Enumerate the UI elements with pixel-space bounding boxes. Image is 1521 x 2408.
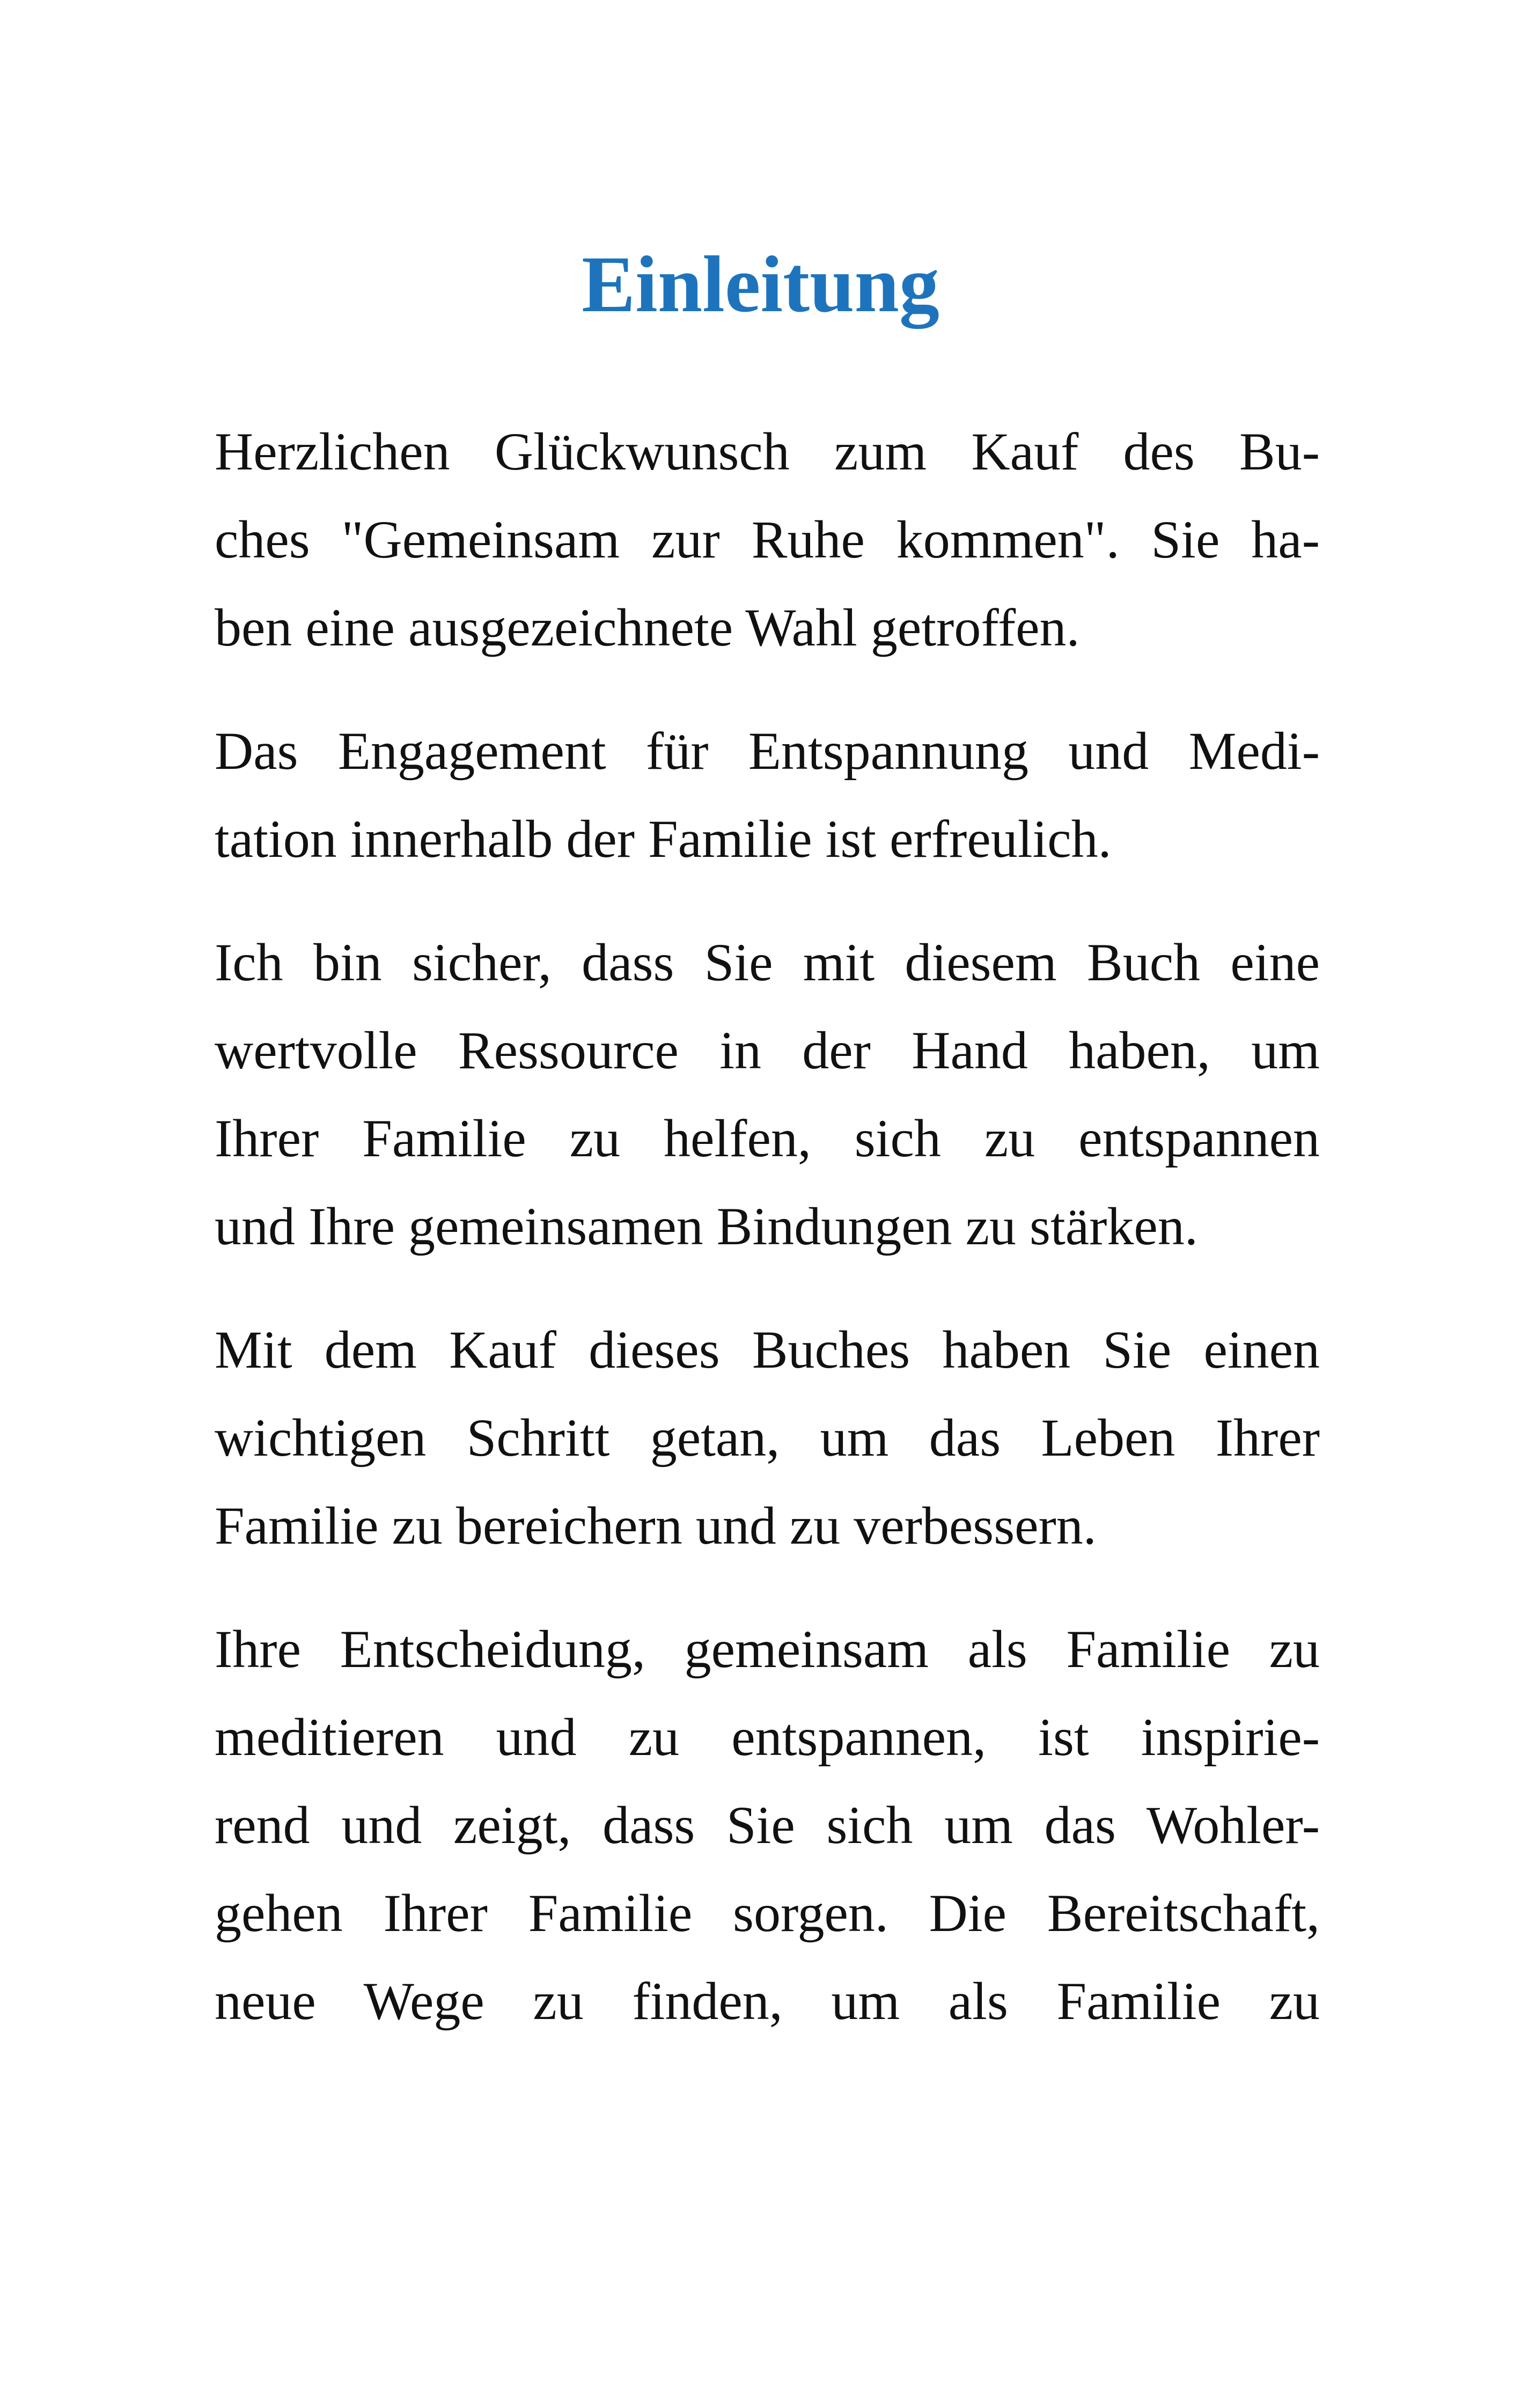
- body-text: [215, 408, 1320, 2081]
- text-line: rend und zeigt, dass Sie sich um das Wohler-: [215, 1795, 1320, 1855]
- text-line: gehen Ihrer Familie sorgen. Die Bereitschaft,: [215, 1883, 1320, 1943]
- paragraph-4: [215, 1306, 1320, 1570]
- text-line: neue Wege zu finden, um als Familie zu: [215, 1971, 1320, 2031]
- text-line: wichtigen Schritt getan, um das Leben Ihrer: [215, 1408, 1320, 1467]
- text-line: ches "Gemeinsam zur Ruhe kommen". Sie ha-: [215, 510, 1320, 569]
- text-line: Herzlichen Glückwunsch zum Kauf des Bu-: [215, 422, 1320, 481]
- text-line: Ich bin sicher, dass Sie mit diesem Buch eine: [215, 933, 1320, 992]
- paragraph-3: [215, 919, 1320, 1271]
- paragraph-1: [215, 408, 1320, 672]
- text-line: meditieren und zu entspannen, ist inspirie-: [215, 1707, 1320, 1767]
- text-line: Ihrer Familie zu helfen, sich zu entspannen: [215, 1108, 1320, 1168]
- chapter-title: Einleitung: [582, 240, 939, 329]
- text-line: Ihre Entscheidung, gemeinsam als Familie zu: [215, 1619, 1320, 1679]
- text-line: ben eine ausgezeichnete Wahl getroffen.: [215, 598, 1080, 657]
- text-line: Familie zu bereichern und zu verbessern.: [215, 1496, 1097, 1555]
- paragraph-2: [215, 707, 1320, 883]
- paragraph-5: [215, 1605, 1320, 2045]
- text-line: Mit dem Kauf dieses Buches haben Sie einen: [215, 1320, 1320, 1379]
- text-line: und Ihre gemeinsamen Bindungen zu stärken.: [215, 1196, 1198, 1256]
- text-line: wertvolle Ressource in der Hand haben, um: [215, 1021, 1320, 1080]
- text-line: tation innerhalb der Familie ist erfreulich.: [215, 809, 1112, 869]
- text-line: Das Engagement für Entspannung und Medi-: [215, 721, 1320, 781]
